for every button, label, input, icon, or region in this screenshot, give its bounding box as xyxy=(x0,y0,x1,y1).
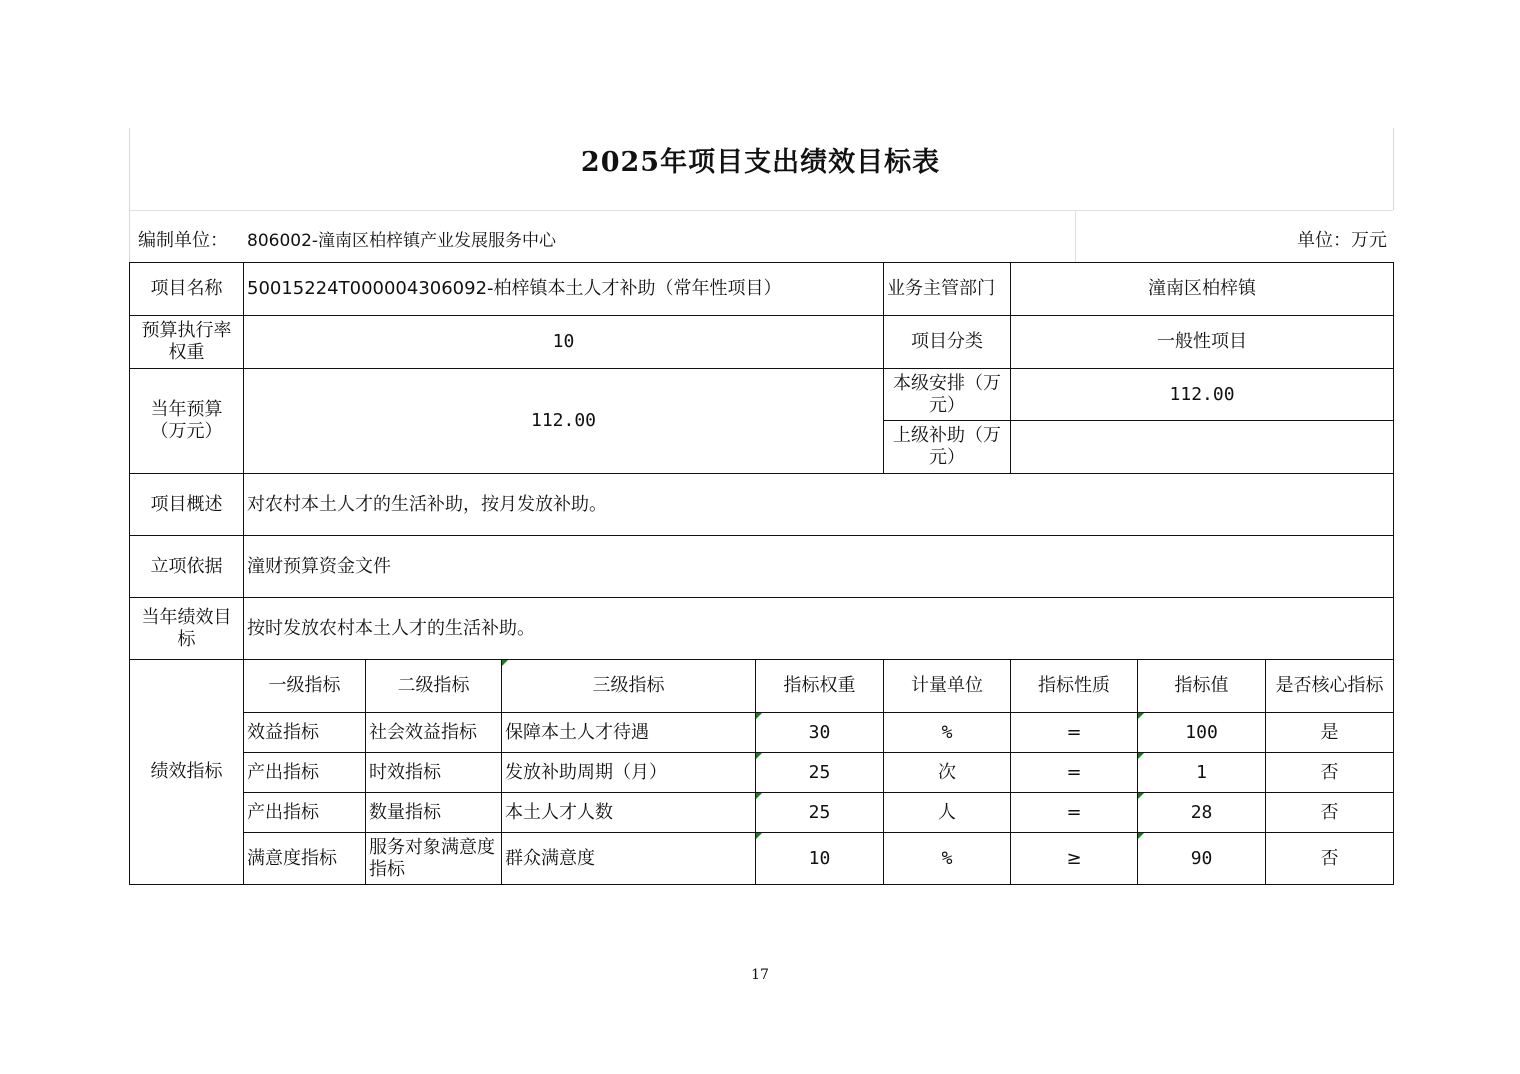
row-level2: 数量指标 xyxy=(366,793,502,833)
local-value: 112.00 xyxy=(1011,369,1394,421)
row-core: 是 xyxy=(1266,713,1394,753)
row-level1: 产出指标 xyxy=(244,793,366,833)
row-core: 否 xyxy=(1266,833,1394,885)
row-core: 否 xyxy=(1266,753,1394,793)
row-nature: ≥ xyxy=(1011,833,1138,885)
row-unit: 次 xyxy=(884,753,1011,793)
page-number: 17 xyxy=(751,967,769,983)
header-value: 指标值 xyxy=(1138,660,1266,713)
row-level3: 保障本土人才待遇 xyxy=(502,713,756,753)
row-value: 100 xyxy=(1138,713,1266,753)
row-nature: = xyxy=(1011,713,1138,753)
row-weight: 30 xyxy=(756,713,884,753)
table-row xyxy=(130,793,1394,833)
project-name-label: 项目名称 xyxy=(130,263,244,316)
currency-unit: 单位：万元 xyxy=(1297,230,1387,251)
dept-value: 潼南区柏梓镇 xyxy=(1011,263,1394,316)
row-weight: 25 xyxy=(756,753,884,793)
category-value: 一般性项目 xyxy=(1011,316,1394,369)
header-level2: 二级指标 xyxy=(366,660,502,713)
unit-row-divider xyxy=(1075,211,1076,263)
row-level1: 效益指标 xyxy=(244,713,366,753)
basis-value: 潼财预算资金文件 xyxy=(244,536,1394,598)
row-level1: 产出指标 xyxy=(244,753,366,793)
dept-label: 业务主管部门 xyxy=(884,263,1011,316)
project-name-value: 50015224T000004306092-柏梓镇本土人才补助（常年性项目） xyxy=(244,263,884,316)
row-core: 否 xyxy=(1266,793,1394,833)
indicators-section-label: 绩效指标 xyxy=(130,660,244,885)
row-weight: 10 xyxy=(756,833,884,885)
row-level1: 满意度指标 xyxy=(244,833,366,885)
row-level2: 时效指标 xyxy=(366,753,502,793)
header-nature: 指标性质 xyxy=(1011,660,1138,713)
performance-table xyxy=(129,262,1394,885)
category-label: 项目分类 xyxy=(884,316,1011,369)
budget-label: 当年预算（万元） xyxy=(130,369,244,474)
basis-label: 立项依据 xyxy=(130,536,244,598)
overview-label: 项目概述 xyxy=(130,474,244,536)
header-level3: 三级指标 xyxy=(502,660,756,713)
goal-label: 当年绩效目标 xyxy=(130,598,244,660)
weight-label: 预算执行率权重 xyxy=(130,316,244,369)
row-unit: % xyxy=(884,713,1011,753)
header-weight: 指标权重 xyxy=(756,660,884,713)
superior-label: 上级补助（万元） xyxy=(884,421,1011,474)
table-row xyxy=(130,833,1394,885)
unit-row xyxy=(129,210,1393,263)
budget-value: 112.00 xyxy=(244,369,884,474)
row-unit: % xyxy=(884,833,1011,885)
weight-value: 10 xyxy=(244,316,884,369)
row-value: 28 xyxy=(1138,793,1266,833)
table-row xyxy=(130,713,1394,753)
header-unit: 计量单位 xyxy=(884,660,1011,713)
overview-value: 对农村本土人才的生活补助，按月发放补助。 xyxy=(244,474,1394,536)
local-label: 本级安排（万元） xyxy=(884,369,1011,421)
row-value: 1 xyxy=(1138,753,1266,793)
row-level3: 本土人才人数 xyxy=(502,793,756,833)
table-row xyxy=(130,753,1394,793)
header-level1: 一级指标 xyxy=(244,660,366,713)
row-value: 90 xyxy=(1138,833,1266,885)
header-core: 是否核心指标 xyxy=(1266,660,1394,713)
row-nature: = xyxy=(1011,753,1138,793)
row-nature: = xyxy=(1011,793,1138,833)
row-weight: 25 xyxy=(756,793,884,833)
compiling-unit-value: 806002-潼南区柏梓镇产业发展服务中心 xyxy=(247,231,557,251)
row-level2: 社会效益指标 xyxy=(366,713,502,753)
row-unit: 人 xyxy=(884,793,1011,833)
row-level3: 发放补助周期（月） xyxy=(502,753,756,793)
row-level2: 服务对象满意度指标 xyxy=(366,833,502,885)
compiling-unit-label: 编制单位： xyxy=(138,230,228,251)
row-level3: 群众满意度 xyxy=(502,833,756,885)
page-title: 2025年项目支出绩效目标表 xyxy=(580,147,941,178)
goal-value: 按时发放农村本土人才的生活补助。 xyxy=(244,598,1394,660)
superior-value xyxy=(1011,421,1394,474)
